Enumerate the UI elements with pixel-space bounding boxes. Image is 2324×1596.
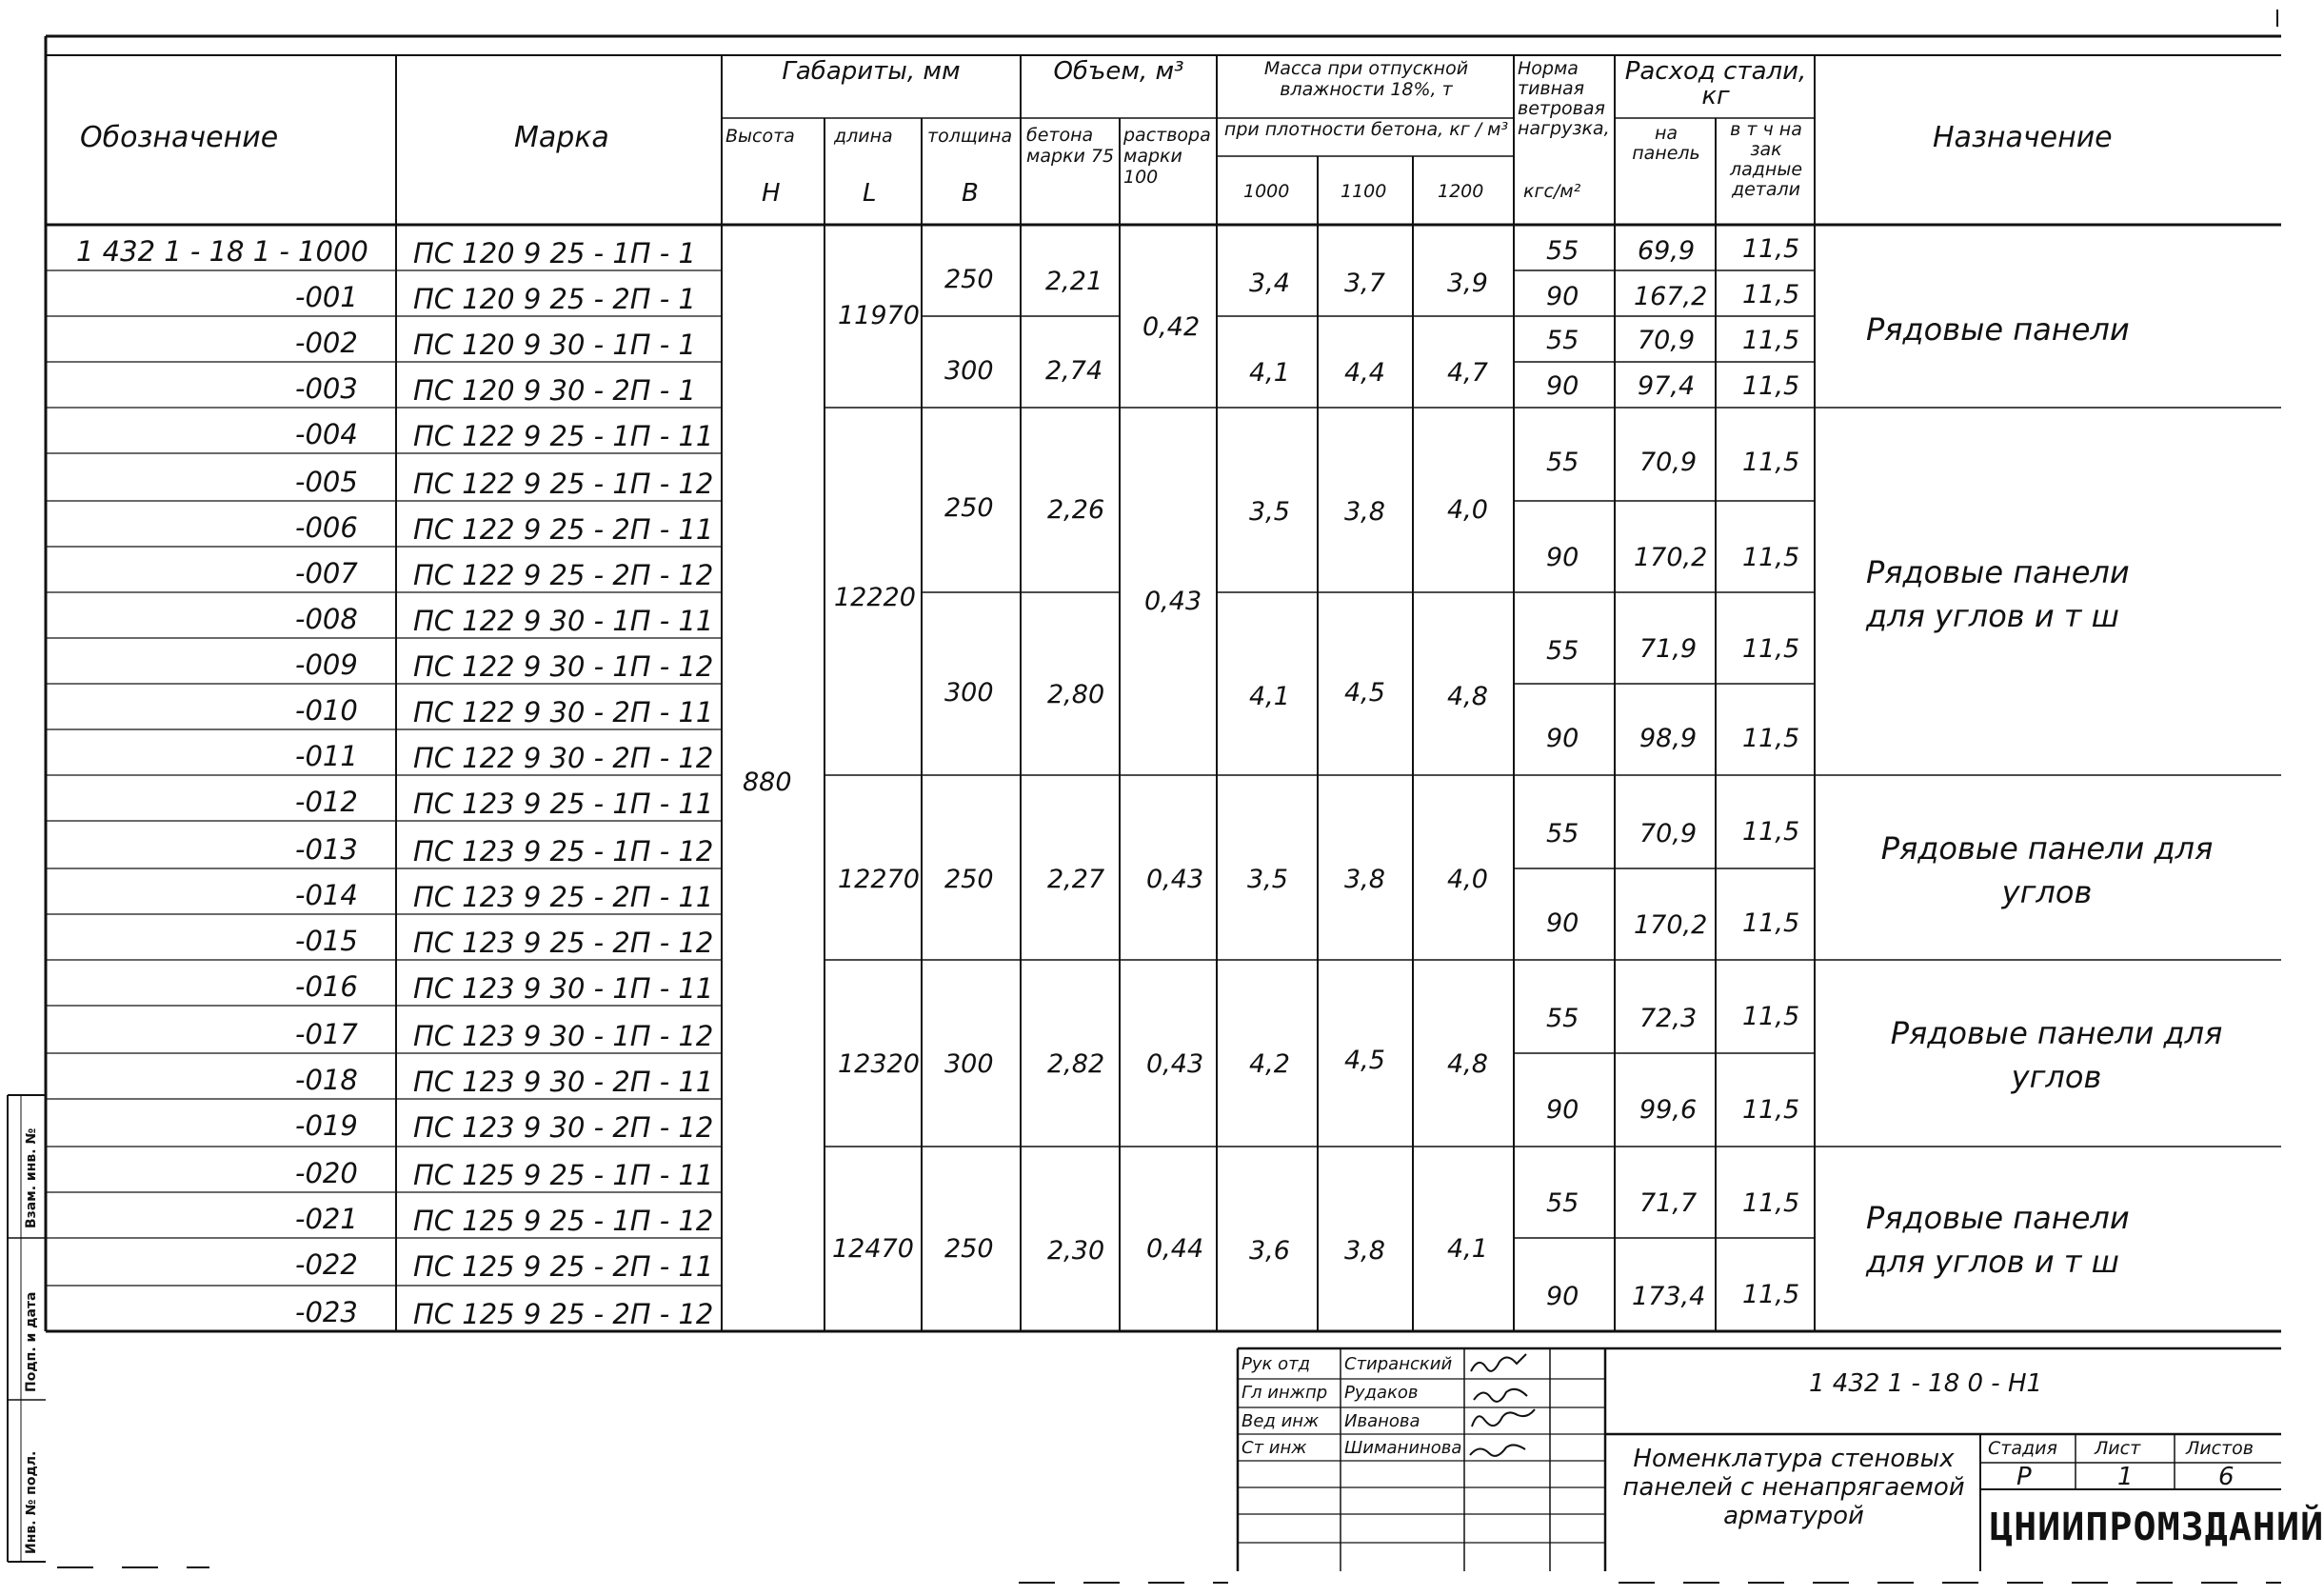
wind-load: 55 <box>1546 1188 1579 1218</box>
group-mortar: 0,44 <box>1146 1234 1204 1264</box>
group-concrete: 2,74 <box>1045 356 1103 386</box>
group-length: 11970 <box>838 301 920 330</box>
row-designation: -011 <box>295 740 358 772</box>
purpose-text: Рядовые панели для углов и т ш <box>1866 554 2130 635</box>
header-mortar: раствора марки 100 <box>1123 125 1211 188</box>
header-designation: Обозначение <box>80 121 279 154</box>
header-mass-density: при плотности бетона, кг / м³ <box>1223 119 1509 140</box>
row-designation: -013 <box>295 833 358 866</box>
group-concrete: 2,80 <box>1047 680 1105 709</box>
row-mark: ПС 122 9 30 - 2П - 12 <box>413 742 714 774</box>
row-designation: -006 <box>295 511 358 544</box>
tb-name: Рудаков <box>1344 1383 1419 1403</box>
group-mass-1000: 3,5 <box>1247 865 1288 894</box>
header-density-1000: 1000 <box>1243 181 1290 202</box>
header-purpose: Назначение <box>1933 121 2113 154</box>
row-mark: ПС 122 9 30 - 2П - 11 <box>413 696 714 728</box>
group-thickness: 250 <box>944 865 994 894</box>
group-mass-1200: 3,9 <box>1447 269 1488 298</box>
row-mark: ПС 123 9 25 - 2П - 11 <box>413 881 714 913</box>
group-mass-1000: 3,5 <box>1249 497 1290 527</box>
group-mass-1000: 3,4 <box>1249 269 1290 298</box>
group-mortar: 0,42 <box>1142 312 1201 342</box>
row-designation: -015 <box>295 925 358 957</box>
group-thickness: 250 <box>944 1234 994 1264</box>
steel-panel: 69,9 <box>1638 236 1696 266</box>
wind-load: 55 <box>1546 326 1579 355</box>
row-mark: ПС 125 9 25 - 1П - 12 <box>413 1205 714 1237</box>
header-density-1100: 1100 <box>1341 181 1387 202</box>
header-dimensions: Габариты, мм <box>782 57 961 86</box>
group-length: 12320 <box>838 1049 920 1079</box>
steel-embedded: 11,5 <box>1742 280 1800 309</box>
row-mark: ПС 123 9 25 - 1П - 12 <box>413 835 714 868</box>
tb-sheets: 6 <box>2218 1463 2235 1491</box>
group-thickness: 300 <box>944 678 994 708</box>
wind-load: 55 <box>1546 448 1579 477</box>
tb-stage: Р <box>2016 1463 2032 1491</box>
height-value: 880 <box>743 768 792 797</box>
wind-load: 90 <box>1546 543 1579 572</box>
group-concrete: 2,26 <box>1047 495 1105 525</box>
group-mortar: 0,43 <box>1146 865 1204 894</box>
steel-panel: 70,9 <box>1639 819 1698 848</box>
group-mass-1200: 4,0 <box>1447 495 1488 525</box>
tb-doc-code: 1 432 1 - 18 0 - Н1 <box>1809 1369 2043 1398</box>
row-mark: ПС 122 9 30 - 1П - 11 <box>413 605 714 637</box>
row-designation: -016 <box>295 970 358 1003</box>
steel-embedded: 11,5 <box>1742 326 1800 355</box>
wind-load: 90 <box>1546 371 1579 401</box>
group-mass-1200: 4,8 <box>1447 682 1488 711</box>
tb-role: Гл инжпр <box>1241 1383 1328 1403</box>
group-mass-1000: 4,1 <box>1249 358 1290 388</box>
row-mark: ПС 123 9 25 - 2П - 12 <box>413 927 714 959</box>
steel-panel: 97,4 <box>1638 371 1696 401</box>
wind-load: 55 <box>1546 1004 1579 1033</box>
header-steel-panel: на панель <box>1632 123 1700 164</box>
header-b-symbol: B <box>962 179 979 208</box>
group-thickness: 300 <box>944 1049 994 1079</box>
wind-load: 55 <box>1546 636 1579 666</box>
tb-stage-label: Стадия <box>1988 1438 2057 1459</box>
steel-embedded: 11,5 <box>1742 448 1800 477</box>
tb-role: Рук отд <box>1241 1354 1311 1374</box>
header-wind: Норма тивная ветровая нагрузка, <box>1518 58 1610 139</box>
group-concrete: 2,21 <box>1045 267 1103 296</box>
steel-embedded: 11,5 <box>1742 234 1800 264</box>
row-mark: ПС 122 9 25 - 2П - 11 <box>413 513 714 546</box>
tb-organization: ЦНИИПРОМЗДАНИЙ <box>1990 1506 2324 1549</box>
group-mass-1100: 4,4 <box>1344 358 1385 388</box>
header-steel-embedded: в т ч на зак ладные детали <box>1729 119 1803 200</box>
group-mass-1100: 4,5 <box>1344 678 1385 708</box>
tb-name: Шиманинова <box>1344 1438 1462 1458</box>
tb-name: Стиранский <box>1344 1354 1453 1374</box>
tb-name: Иванова <box>1344 1411 1420 1431</box>
header-thickness: толщина <box>927 126 1013 147</box>
row-mark: ПС 122 9 25 - 2П - 12 <box>413 559 714 591</box>
row-designation: -007 <box>295 557 358 589</box>
steel-embedded: 11,5 <box>1742 1280 1800 1309</box>
steel-panel: 70,9 <box>1639 448 1698 477</box>
side-stamp-label: Инв. № подл. <box>24 1450 39 1554</box>
row-designation: -020 <box>295 1157 358 1189</box>
row-designation: -010 <box>295 694 358 727</box>
row-designation: -003 <box>295 372 358 405</box>
group-thickness: 250 <box>944 493 994 523</box>
steel-embedded: 11,5 <box>1742 634 1800 664</box>
row-mark: ПС 122 9 25 - 1П - 12 <box>413 468 714 500</box>
header-mark: Марка <box>514 121 609 154</box>
steel-panel: 99,6 <box>1639 1095 1698 1125</box>
steel-embedded: 11,5 <box>1742 817 1800 847</box>
group-mortar: 0,43 <box>1146 1049 1204 1079</box>
group-mass-1100: 4,5 <box>1344 1046 1385 1075</box>
header-length: длина <box>834 126 893 147</box>
header-mass: Масса при отпускной влажности 18%, т <box>1263 58 1469 100</box>
tb-sheet-label: Лист <box>2095 1438 2141 1459</box>
header-height: Высота <box>725 126 795 147</box>
group-thickness: 300 <box>944 356 994 386</box>
group-mass-1200: 4,1 <box>1447 1234 1488 1264</box>
purpose-text: Рядовые панели для углов <box>1890 1015 2223 1096</box>
wind-load: 90 <box>1546 908 1579 938</box>
row-designation: -002 <box>295 327 358 359</box>
group-mass-1100: 3,8 <box>1344 865 1385 894</box>
row-mark: ПС 125 9 25 - 1П - 11 <box>413 1159 714 1191</box>
tb-doc-title: Номенклатура стеновых панелей с ненапрягаемой арматурой <box>1622 1445 1965 1530</box>
group-mass-1200: 4,8 <box>1447 1049 1488 1079</box>
purpose-text: Рядовые панели для углов <box>1880 830 2214 911</box>
row-mark: ПС 120 9 30 - 2П - 1 <box>413 374 696 407</box>
signatures <box>1470 1354 1535 1456</box>
group-length: 12470 <box>832 1234 914 1264</box>
group-length: 12270 <box>838 865 920 894</box>
steel-embedded: 11,5 <box>1742 371 1800 401</box>
row-mark: ПС 120 9 30 - 1П - 1 <box>413 329 696 361</box>
row-mark: ПС 122 9 25 - 1П - 11 <box>413 420 714 452</box>
steel-panel: 170,2 <box>1634 543 1708 572</box>
group-mass-1100: 3,7 <box>1344 269 1385 298</box>
group-mass-1200: 4,0 <box>1447 865 1488 894</box>
wind-load: 90 <box>1546 1282 1579 1311</box>
purpose-text: Рядовые панели <box>1866 311 2130 348</box>
steel-panel: 170,2 <box>1634 910 1708 940</box>
header-l-symbol: L <box>863 179 877 208</box>
group-mass-1000: 4,1 <box>1249 682 1290 711</box>
group-mass-1100: 3,8 <box>1344 1236 1385 1266</box>
group-thickness: 250 <box>944 265 994 294</box>
tb-sheets-label: Листов <box>2186 1438 2254 1459</box>
group-mass-1100: 3,8 <box>1344 497 1385 527</box>
row-mark: ПС 123 9 30 - 2П - 11 <box>413 1066 714 1098</box>
purpose-text: Рядовые панели для углов и т ш <box>1866 1200 2130 1281</box>
steel-embedded: 11,5 <box>1742 1002 1800 1031</box>
row-designation: -012 <box>295 786 358 818</box>
group-mass-1200: 4,7 <box>1447 358 1488 388</box>
steel-panel: 71,9 <box>1639 634 1698 664</box>
row-mark: ПС 123 9 30 - 1П - 12 <box>413 1020 714 1052</box>
header-density-1200: 1200 <box>1438 181 1484 202</box>
tb-role: Ст инж <box>1241 1438 1307 1458</box>
steel-panel: 98,9 <box>1639 724 1698 753</box>
row-designation: -023 <box>295 1296 358 1328</box>
steel-embedded: 11,5 <box>1742 543 1800 572</box>
row-mark: ПС 123 9 25 - 1П - 11 <box>413 788 714 820</box>
header-h-symbol: H <box>762 179 781 208</box>
row-designation: -018 <box>295 1064 358 1096</box>
steel-embedded: 11,5 <box>1742 908 1800 938</box>
group-concrete: 2,30 <box>1047 1236 1105 1266</box>
group-concrete: 2,27 <box>1047 865 1105 894</box>
row-mark: ПС 122 9 30 - 1П - 12 <box>413 650 714 683</box>
row-mark: ПС 123 9 30 - 1П - 11 <box>413 972 714 1005</box>
group-mortar: 0,43 <box>1144 587 1202 616</box>
row-mark: ПС 120 9 25 - 1П - 1 <box>413 237 696 269</box>
steel-embedded: 11,5 <box>1742 1188 1800 1218</box>
wind-load: 90 <box>1546 1095 1579 1125</box>
group-mass-1000: 4,2 <box>1249 1049 1290 1079</box>
steel-panel: 70,9 <box>1638 326 1696 355</box>
header-volume: Объем, м³ <box>1053 57 1184 86</box>
row-mark: ПС 123 9 30 - 2П - 12 <box>413 1111 714 1144</box>
row-designation: -005 <box>295 466 358 498</box>
tb-sheet: 1 <box>2117 1463 2134 1491</box>
header-concrete: бетона марки 75 <box>1026 125 1115 167</box>
steel-embedded: 11,5 <box>1742 724 1800 753</box>
row-mark: ПС 120 9 25 - 2П - 1 <box>413 283 696 315</box>
row-designation: -004 <box>295 418 358 450</box>
header-wind-unit: кгс/м² <box>1523 181 1581 202</box>
steel-embedded: 11,5 <box>1742 1095 1800 1125</box>
tb-role: Вед инж <box>1241 1411 1320 1431</box>
row-designation: -021 <box>295 1203 358 1235</box>
header-steel: Расход стали, кг <box>1624 57 1807 110</box>
group-mass-1000: 3,6 <box>1249 1236 1290 1266</box>
group-concrete: 2,82 <box>1047 1049 1105 1079</box>
group-length: 12220 <box>834 583 916 612</box>
row-designation: -019 <box>295 1109 358 1142</box>
row-mark: ПС 125 9 25 - 2П - 11 <box>413 1250 714 1283</box>
row-mark: ПС 125 9 25 - 2П - 12 <box>413 1298 714 1330</box>
side-stamp-label: Подп. и дата <box>24 1291 39 1392</box>
wind-load: 90 <box>1546 282 1579 311</box>
row-designation: -001 <box>295 281 358 313</box>
row-designation: -017 <box>295 1018 358 1050</box>
row-designation: 1 432 1 - 18 1 - 1000 <box>76 235 368 268</box>
steel-panel: 173,4 <box>1632 1282 1706 1311</box>
row-designation: -008 <box>295 603 358 635</box>
steel-panel: 167,2 <box>1634 282 1708 311</box>
wind-load: 90 <box>1546 724 1579 753</box>
steel-panel: 71,7 <box>1639 1188 1698 1218</box>
row-designation: -009 <box>295 648 358 681</box>
row-designation: -022 <box>295 1248 358 1281</box>
wind-load: 55 <box>1546 819 1579 848</box>
side-stamp-label: Взам. инв. № <box>24 1127 39 1228</box>
row-designation: -014 <box>295 879 358 911</box>
steel-panel: 72,3 <box>1639 1004 1698 1033</box>
wind-load: 55 <box>1546 236 1579 266</box>
